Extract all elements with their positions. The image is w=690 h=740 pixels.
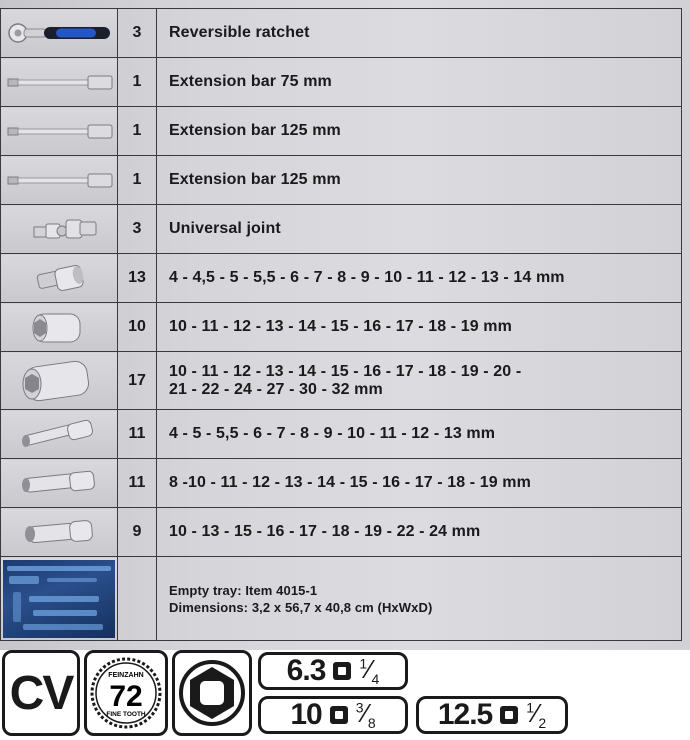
extension-bar-icon <box>4 120 114 142</box>
item-image <box>1 107 118 156</box>
drive-size-mm: 10 <box>290 698 322 731</box>
item-image <box>1 58 118 107</box>
fine-tooth-number: 72 <box>109 680 143 713</box>
description: 4 - 4,5 - 5 - 5,5 - 6 - 7 - 8 - 9 - 10 - 11 - 12 - 13 - 14 mm <box>157 254 682 303</box>
table-row <box>1 508 682 557</box>
table-row <box>1 156 682 205</box>
extension-bar-icon <box>4 71 114 93</box>
table-row <box>1 303 682 352</box>
table-row <box>1 254 682 303</box>
quantity: 11 <box>118 459 157 508</box>
quantity: 9 <box>118 508 157 557</box>
quantity: 3 <box>118 9 157 58</box>
drive-size-inch: $^1⁄_4$ <box>359 654 380 688</box>
cv-label: CV <box>9 666 73 720</box>
item-image <box>1 557 118 641</box>
quantity: 10 <box>118 303 157 352</box>
item-image <box>1 410 118 459</box>
table-row <box>1 459 682 508</box>
description: 10 - 13 - 15 - 16 - 17 - 18 - 19 - 22 - 24 mm <box>157 508 682 557</box>
item-image <box>1 254 118 303</box>
square-drive-icon <box>333 662 351 680</box>
large-socket-icon <box>4 356 114 406</box>
cv-badge <box>2 650 80 736</box>
item-image <box>1 156 118 205</box>
item-image <box>1 508 118 557</box>
fine-tooth-badge <box>84 650 168 736</box>
description: Extension bar 125 mm <box>157 107 682 156</box>
extension-bar-icon <box>4 169 114 191</box>
deep-socket-icon <box>4 417 114 451</box>
square-drive-icon <box>330 706 348 724</box>
table-row <box>1 205 682 254</box>
quantity <box>118 557 157 641</box>
ratchet-icon <box>4 18 114 48</box>
item-image <box>1 352 118 410</box>
description-line: 21 - 22 - 24 - 27 - 30 - 32 mm <box>169 380 383 398</box>
description: Universal joint <box>157 205 682 254</box>
universal-joint-icon <box>4 212 114 246</box>
drive-size-badge <box>258 696 408 734</box>
hex-profile-badge <box>172 650 252 736</box>
description: 8 -10 - 11 - 12 - 13 - 14 - 15 - 16 - 17 - 18 - 19 mm <box>157 459 682 508</box>
description-line: 10 - 11 - 12 - 13 - 14 - 15 - 16 - 17 - 18 - 19 - 20 - <box>169 362 522 380</box>
description: Extension bar 75 mm <box>157 58 682 107</box>
description-line: Empty tray: Item 4015-1 <box>169 582 318 598</box>
quantity: 17 <box>118 352 157 410</box>
drive-size-mm: 6.3 <box>286 654 326 687</box>
table-row <box>1 58 682 107</box>
item-image <box>1 9 118 58</box>
item-image <box>1 459 118 508</box>
tray-icon <box>3 560 115 638</box>
description: 10 - 11 - 12 - 13 - 14 - 15 - 16 - 17 - 18 - 19 mm <box>157 303 682 352</box>
quantity: 1 <box>118 107 157 156</box>
description-line: Dimensions: 3,2 x 56,7 x 40,8 cm (HxWxD) <box>169 599 433 615</box>
table-row <box>1 9 682 58</box>
drive-size-mm: 12.5 <box>437 698 493 731</box>
fine-tooth-bottom: FINE TOOTH <box>106 711 146 718</box>
deep-socket-icon <box>4 515 114 549</box>
description <box>157 557 682 641</box>
parts-table <box>0 8 682 641</box>
quantity: 11 <box>118 410 157 459</box>
deep-socket-icon <box>4 466 114 500</box>
description: Reversible ratchet <box>157 9 682 58</box>
drive-size-badge <box>416 696 568 734</box>
table-row <box>1 352 682 410</box>
item-image <box>1 205 118 254</box>
hex-socket-icon <box>175 653 249 733</box>
quantity: 3 <box>118 205 157 254</box>
quantity: 1 <box>118 156 157 205</box>
square-drive-icon <box>500 706 518 724</box>
fine-tooth-top: FEINZAHN <box>108 672 144 679</box>
item-image <box>1 303 118 352</box>
quantity: 1 <box>118 58 157 107</box>
table-row <box>1 107 682 156</box>
table-row <box>1 410 682 459</box>
drive-size-inch: $^3⁄_8$ <box>355 698 376 732</box>
table-row <box>1 557 682 641</box>
socket-icon <box>4 306 114 348</box>
short-socket-icon <box>4 259 114 297</box>
description: Extension bar 125 mm <box>157 156 682 205</box>
description <box>157 352 682 410</box>
description: 4 - 5 - 5,5 - 6 - 7 - 8 - 9 - 10 - 11 - 12 - 13 mm <box>157 410 682 459</box>
drive-size-inch: $^1⁄_2$ <box>526 698 547 732</box>
quantity: 13 <box>118 254 157 303</box>
drive-size-badge <box>258 652 408 690</box>
